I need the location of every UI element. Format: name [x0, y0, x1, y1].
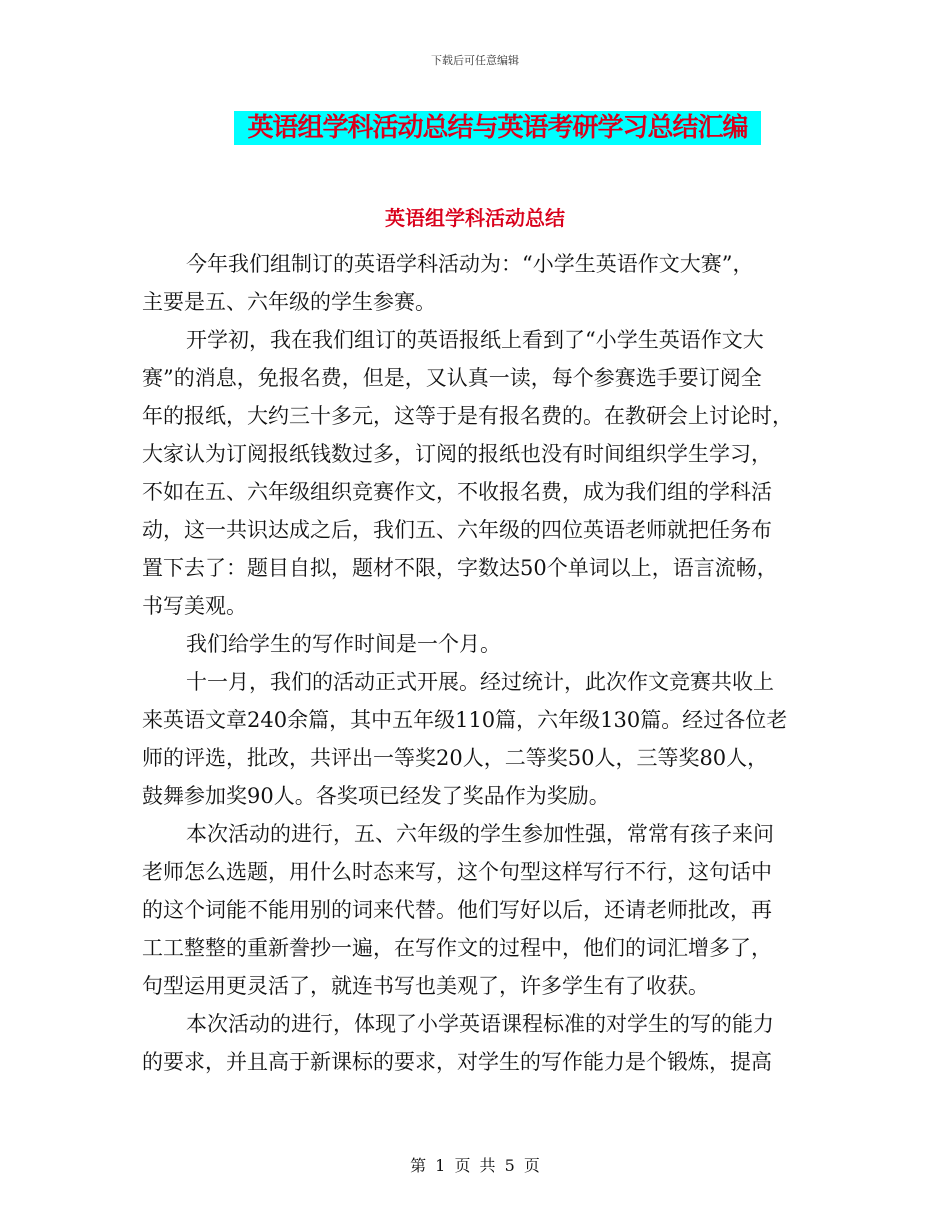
paragraph-line: 置下去了：题目自拟，题材不限，字数达50个单词以上，语言流畅， — [142, 556, 778, 580]
paragraph-line: 老师怎么选题，用什么时态来写，这个句型这样写行不行，这句话中 — [142, 860, 772, 884]
paragraph-line: 我们给学生的写作时间是一个月。 — [186, 632, 501, 656]
paragraph-line: 年的报纸，大约三十多元，这等于是有报名费的。在教研会上讨论时， — [142, 404, 793, 428]
section-title: 英语组学科活动总结 — [385, 206, 565, 230]
paragraph-line: 大家认为订阅报纸钱数过多，订阅的报纸也没有时间组织学生学习， — [142, 442, 772, 466]
paragraph-line: 工工整整的重新誊抄一遍，在写作文的过程中，他们的词汇增多了， — [142, 936, 772, 960]
paragraph-line: 今年我们组制订的英语学科活动为：“小学生英语作文大赛”， — [186, 252, 754, 276]
document-title: 英语组学科活动总结与英语考研学习总结汇编 — [247, 113, 748, 143]
paragraph-line: 不如在五、六年级组织竞赛作文，不收报名费，成为我们组的学科活 — [142, 480, 772, 504]
paragraph-line: 主要是五、六年级的学生参赛。 — [142, 290, 436, 314]
paragraph-line: 十一月，我们的活动正式开展。经过统计，此次作文竞赛共收上 — [186, 670, 774, 694]
paragraph-line: 的要求，并且高于新课标的要求，对学生的写作能力是个锻炼，提高 — [142, 1050, 772, 1074]
paragraph-line: 本次活动的进行，体现了小学英语课程标准的对学生的写的能力 — [186, 1012, 774, 1036]
paragraph-line: 赛”的消息，免报名费，但是，又认真一读，每个参赛选手要订阅全 — [142, 366, 762, 390]
paragraph-line: 师的评选，批改，共评出一等奖20人，二等奖50人，三等奖80人， — [142, 746, 769, 770]
paragraph-line: 鼓舞参加奖90人。各奖项已经发了奖品作为奖励。 — [142, 784, 610, 808]
paragraph-line: 来英语文章240余篇，其中五年级110篇，六年级130篇。经过各位老 — [142, 708, 788, 732]
document-title-highlight — [234, 111, 761, 145]
paragraph-line: 动，这一共识达成之后，我们五、六年级的四位英语老师就把任务布 — [142, 518, 772, 542]
page-number-footer: 第 1 页 共 5 页 — [410, 1156, 540, 1175]
paragraph-line: 书写美观。 — [142, 594, 247, 618]
paragraph-line: 开学初，我在我们组订的英语报纸上看到了“小学生英语作文大 — [186, 328, 764, 352]
paragraph-line: 的这个词能不能用别的词来代替。他们写好以后，还请老师批改，再 — [142, 898, 772, 922]
paragraph-line: 本次活动的进行，五、六年级的学生参加性强，常常有孩子来问 — [186, 822, 774, 846]
document-body — [142, 245, 808, 1081]
paragraph-line: 句型运用更灵活了，就连书写也美观了，许多学生有了收获。 — [142, 974, 709, 998]
page-header-note: 下载后可任意编辑 — [431, 54, 519, 67]
